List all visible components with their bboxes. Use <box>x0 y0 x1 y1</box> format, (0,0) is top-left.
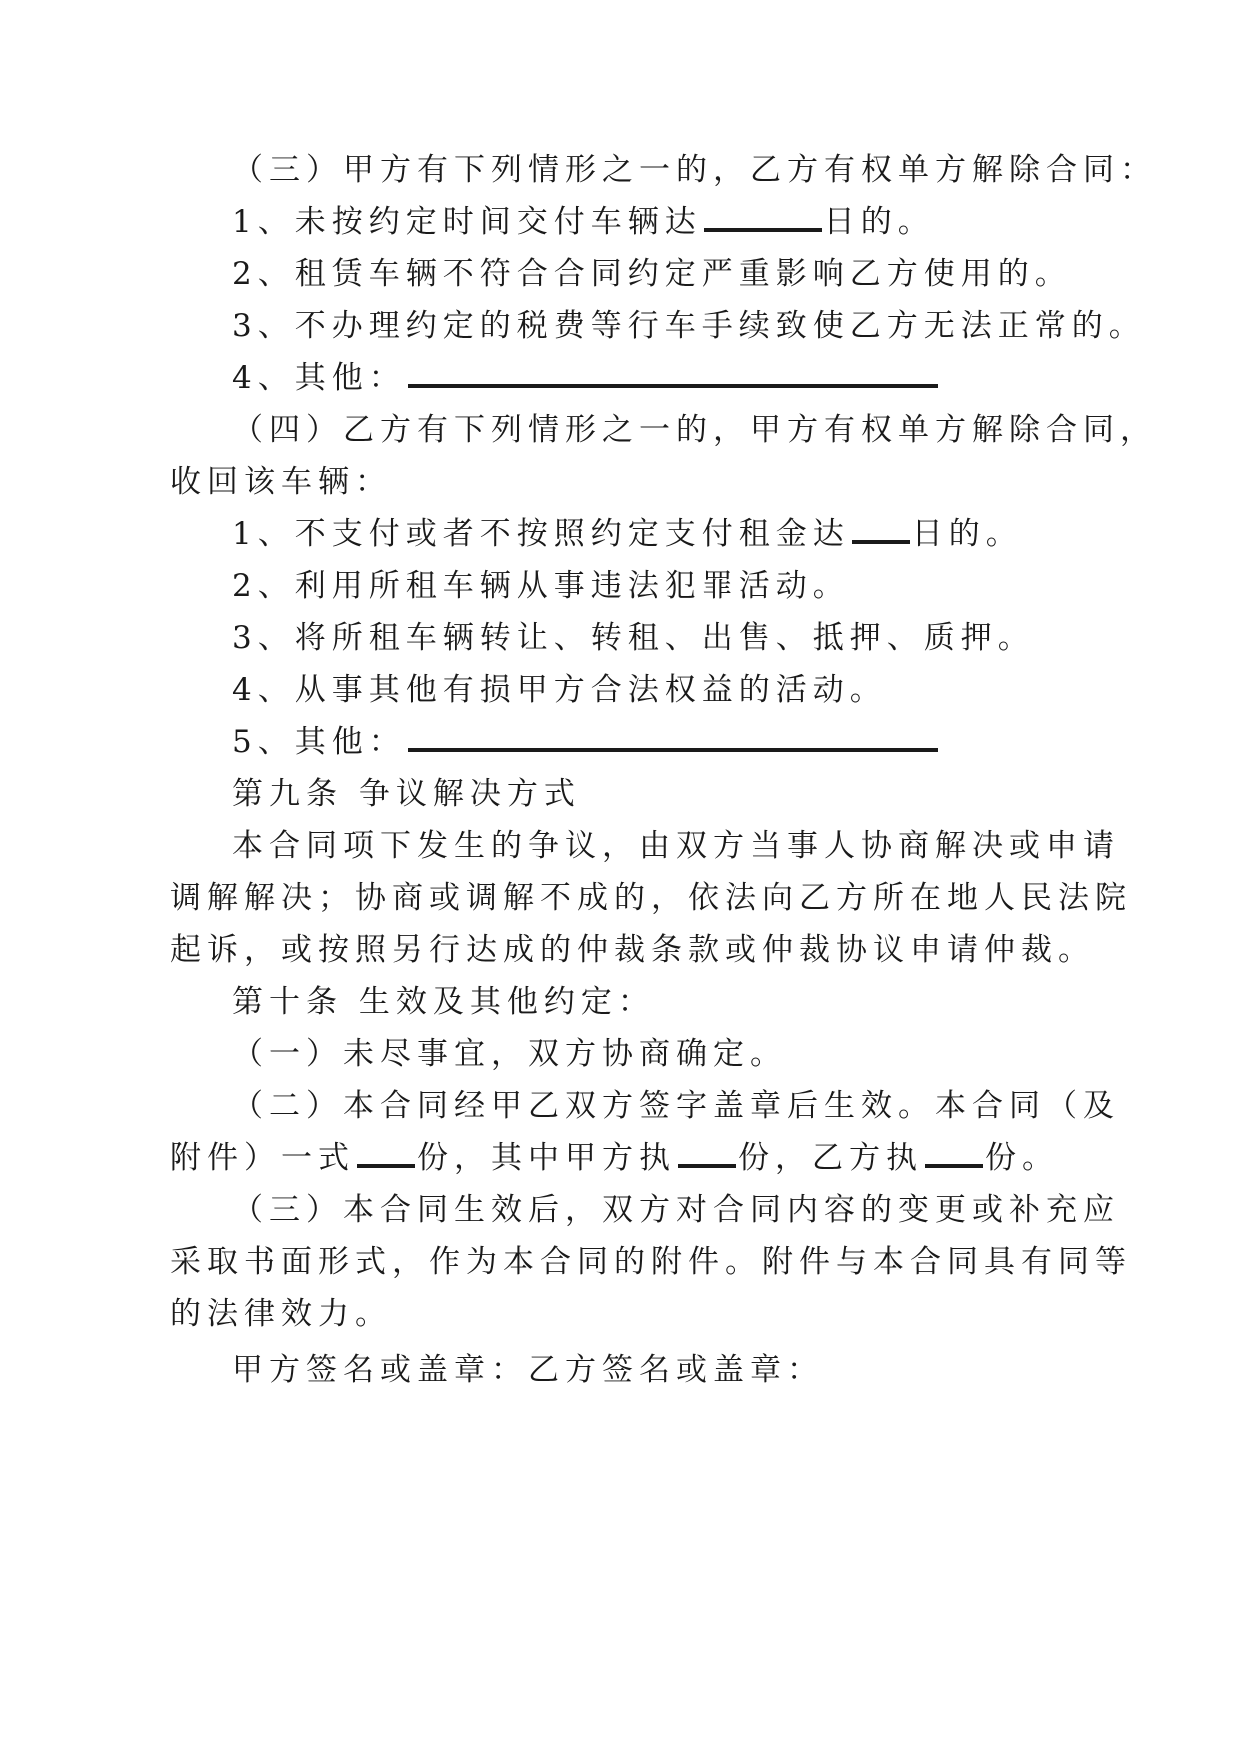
article-9-body-1 <box>232 826 1120 866</box>
text: 起诉，或按照另行达成的仲裁条款或仲裁协议申请仲裁。 <box>170 932 1095 968</box>
text: （二）本合同经甲乙双方签字盖章后生效。本合同（及 <box>232 1088 1120 1124</box>
text: （四）乙方有下列情形之一的，甲方有权单方解除合同， <box>232 412 1157 448</box>
clause-4-item-2 <box>232 566 850 606</box>
text: 1、不支付或者不按照约定支付租金达 <box>232 516 850 552</box>
blank-field <box>357 1140 415 1168</box>
text: （一）未尽事宜，双方协商确定。 <box>232 1036 787 1072</box>
text: （三）本合同生效后，双方对合同内容的变更或补充应 <box>232 1192 1120 1228</box>
text: （三）甲方有下列情形之一的，乙方有权单方解除合同： <box>232 152 1157 188</box>
clause-3-item-3 <box>232 306 1146 346</box>
text: 采取书面形式，作为本合同的附件。附件与本合同具有同等 <box>170 1244 1132 1280</box>
clause-4-item-1 <box>232 514 1023 554</box>
article-10-item-3-cont-1 <box>170 1242 1132 1282</box>
text: 5、其他： <box>232 724 406 760</box>
article-9-title <box>232 774 581 814</box>
clause-4-item-5 <box>232 722 940 762</box>
text: 第九条 争议解决方式 <box>232 776 581 812</box>
article-10-item-1 <box>232 1034 787 1074</box>
text: 甲方签名或盖章：乙方签名或盖章： <box>232 1352 824 1388</box>
text: 附件）一式 <box>170 1140 355 1176</box>
blank-field <box>678 1140 736 1168</box>
text: 份。 <box>985 1140 1059 1176</box>
text: 的法律效力。 <box>170 1296 392 1332</box>
text: 1、未按约定时间交付车辆达 <box>232 204 702 240</box>
article-10-title <box>232 982 655 1022</box>
article-10-item-3-cont-2 <box>170 1294 392 1334</box>
clause-3-item-4 <box>232 358 940 398</box>
signature-line <box>232 1350 824 1390</box>
clause-3-heading <box>232 150 1157 190</box>
text: 2、租赁车辆不符合合同约定严重影响乙方使用的。 <box>232 256 1072 292</box>
text: 2、利用所租车辆从事违法犯罪活动。 <box>232 568 850 604</box>
text: 份，乙方执 <box>738 1140 923 1176</box>
article-9-body-2 <box>170 878 1132 918</box>
clause-4-item-4 <box>232 670 887 710</box>
text: 日的。 <box>911 516 1023 552</box>
blank-field <box>408 360 938 388</box>
text: 本合同项下发生的争议，由双方当事人协商解决或申请 <box>232 828 1120 864</box>
blank-field <box>852 516 910 544</box>
text: 3、不办理约定的税费等行车手续致使乙方无法正常的。 <box>232 308 1146 344</box>
blank-field <box>925 1140 983 1168</box>
text: 3、将所租车辆转让、转租、出售、抵押、质押。 <box>232 620 1035 656</box>
blank-field <box>408 724 938 752</box>
article-10-item-3 <box>232 1190 1120 1230</box>
text: 份，其中甲方执 <box>417 1140 676 1176</box>
clause-3-item-1 <box>232 202 935 242</box>
clause-4-heading-cont <box>170 462 392 502</box>
text: 第十条 生效及其他约定： <box>232 984 655 1020</box>
blank-field <box>704 204 822 232</box>
article-10-item-2 <box>232 1086 1120 1126</box>
text: 4、其他： <box>232 360 406 396</box>
article-9-body-3 <box>170 930 1095 970</box>
clause-4-item-3 <box>232 618 1035 658</box>
text: 日的。 <box>823 204 935 240</box>
text: 4、从事其他有损甲方合法权益的活动。 <box>232 672 887 708</box>
clause-4-heading <box>232 410 1157 450</box>
article-10-item-2-cont <box>170 1138 1059 1178</box>
text: 收回该车辆： <box>170 464 392 500</box>
clause-3-item-2 <box>232 254 1072 294</box>
text: 调解解决；协商或调解不成的，依法向乙方所在地人民法院 <box>170 880 1132 916</box>
